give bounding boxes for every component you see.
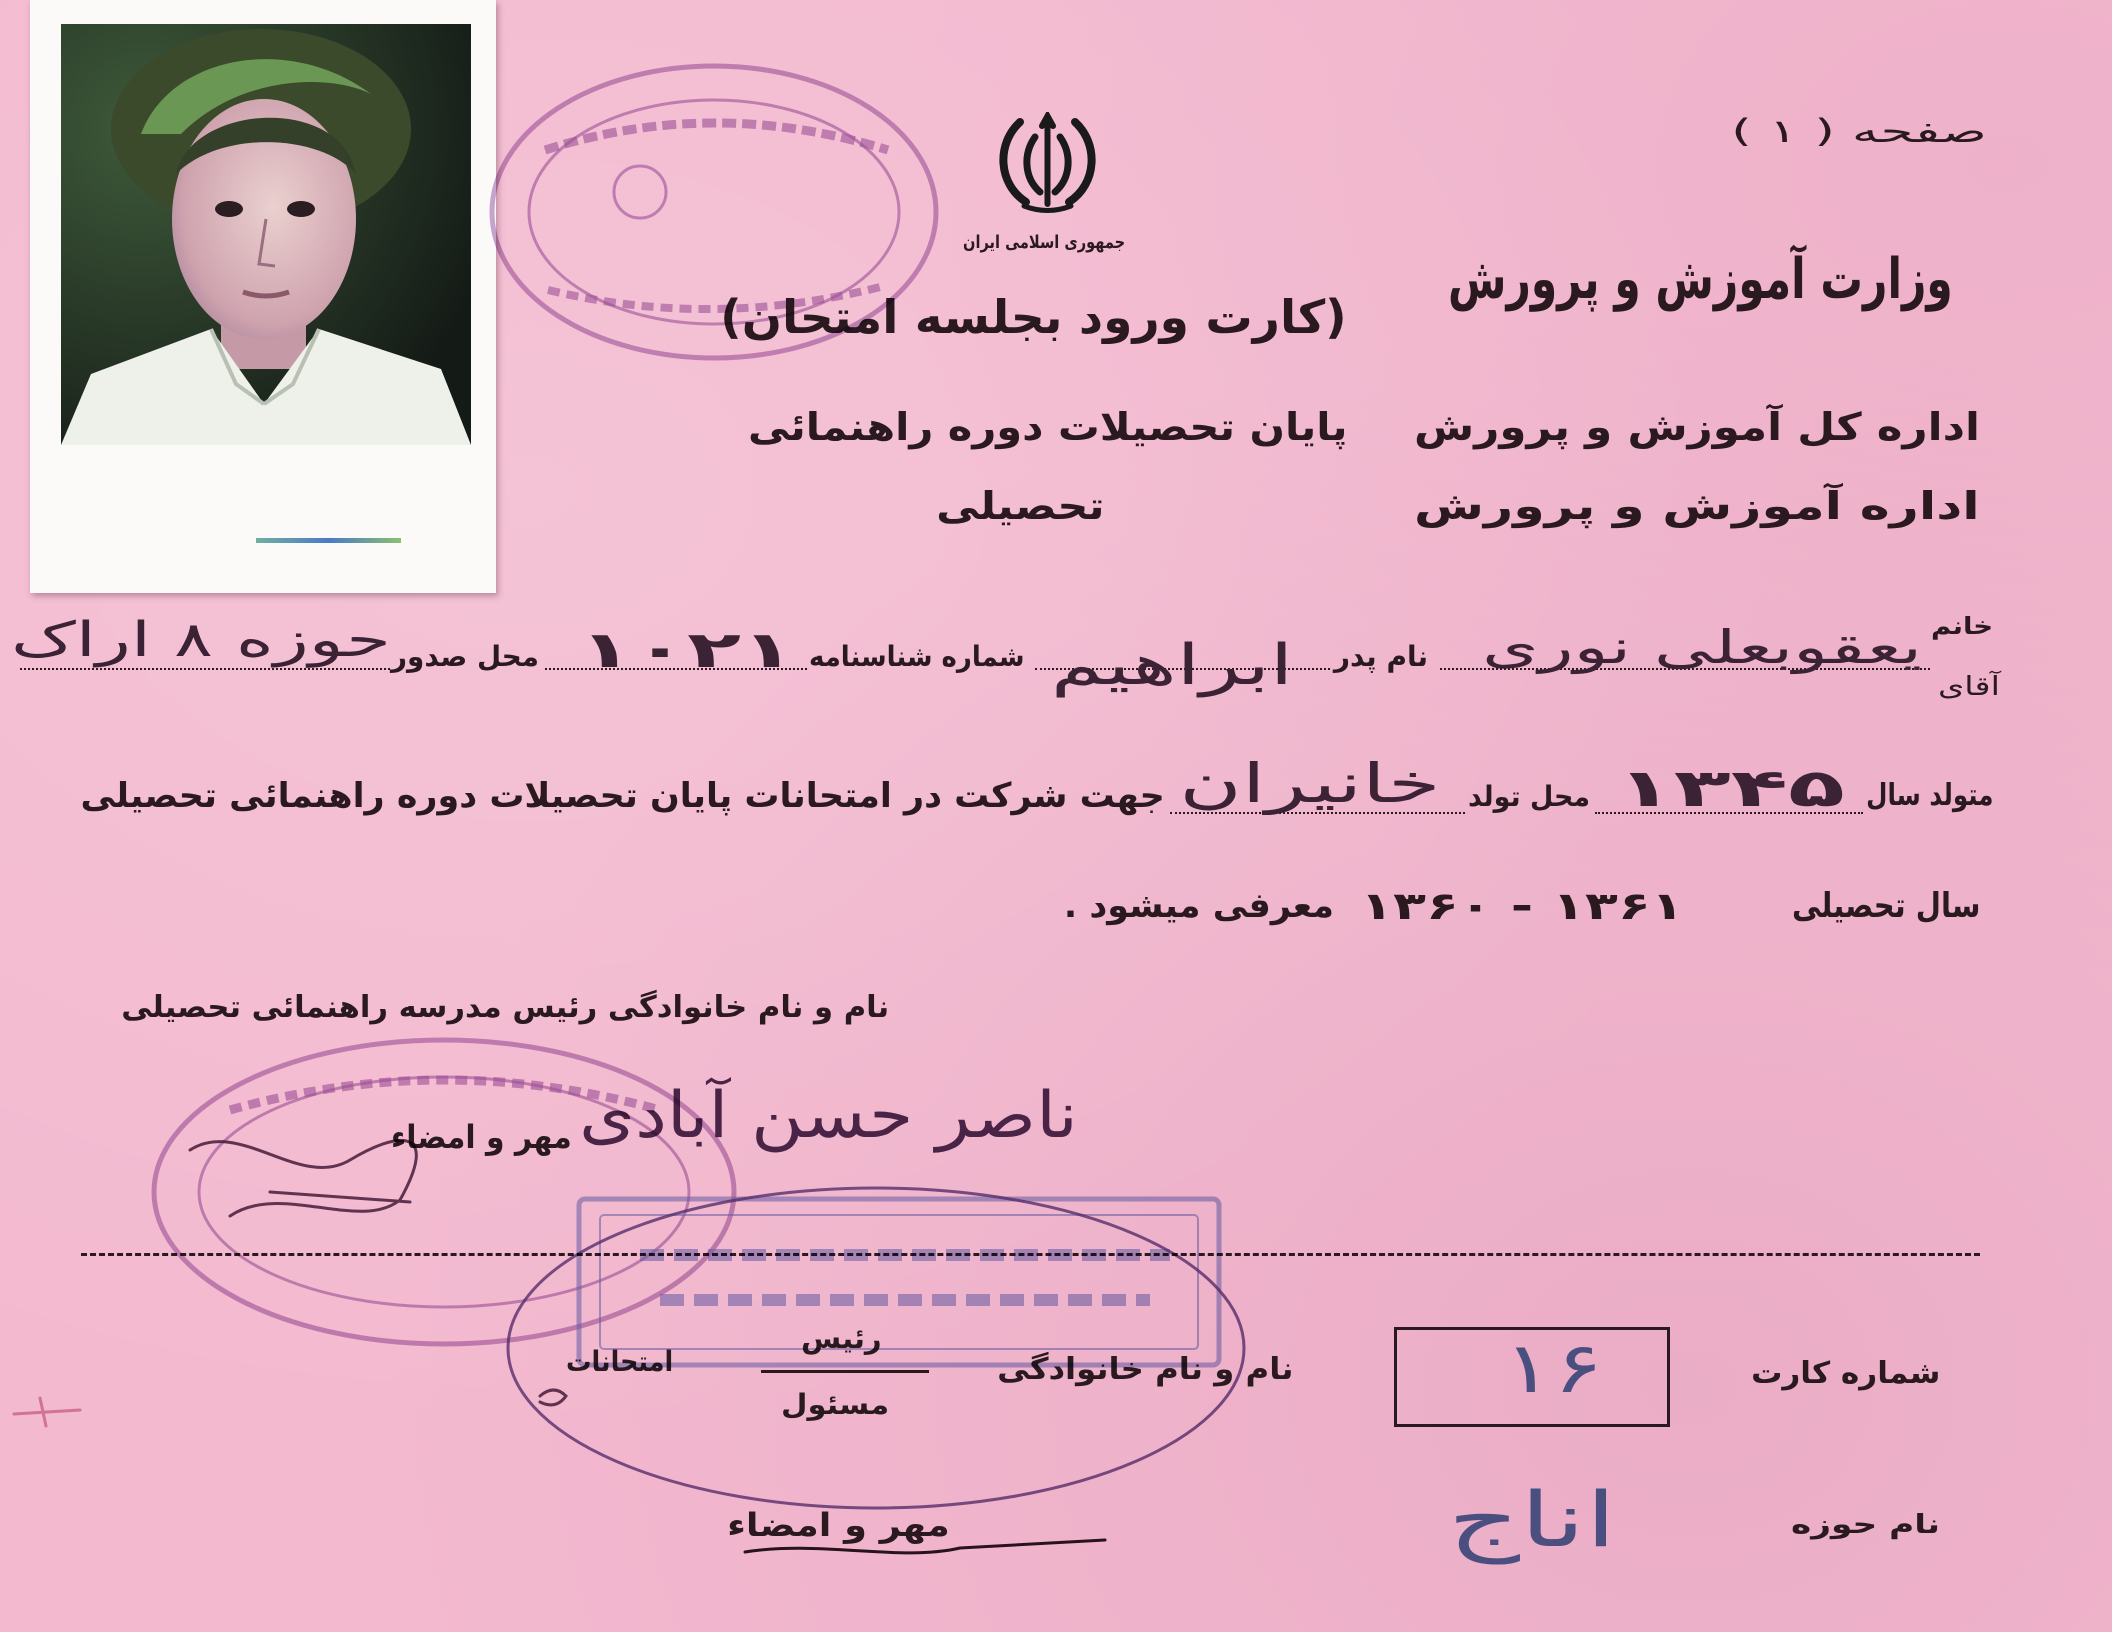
photo-stripe bbox=[256, 538, 401, 543]
iran-emblem-icon bbox=[990, 112, 1105, 217]
ink-mark bbox=[540, 1390, 566, 1405]
ministry-title: وزارت آموزش و پرورش bbox=[1448, 247, 1953, 312]
photo-eye-right bbox=[287, 201, 315, 217]
card-number: ۱۶ bbox=[1502, 1327, 1603, 1409]
principal-label: نام و نام خانوادگی رئیس مدرسه راهنمائی تحصیلی bbox=[121, 990, 889, 1025]
card-title: (کارت ورود بجلسه امتحان) bbox=[720, 290, 1347, 344]
student-photo bbox=[61, 24, 471, 445]
exams-label: امتحانات bbox=[565, 1345, 673, 1378]
id-number-label: شماره شناسنامه bbox=[808, 640, 1024, 673]
school-year-label: سال تحصیلی bbox=[1791, 886, 1980, 926]
emblem-caption: جمهوری اسلامی ایران bbox=[962, 232, 1125, 253]
birth-year-label: متولد سال bbox=[1865, 778, 1993, 813]
photo-eye-left bbox=[215, 201, 243, 217]
issue-place-label: محل صدور bbox=[391, 640, 539, 673]
emblem-sword bbox=[1042, 116, 1053, 204]
responsible-label: مسئول bbox=[780, 1388, 889, 1421]
head-responsible-divider bbox=[761, 1370, 929, 1373]
birth-place-label: محل تولد bbox=[1467, 780, 1590, 813]
student-name: یعقوبعلی نوری bbox=[1482, 620, 1922, 674]
office-label: اداره آموزش و پرورش bbox=[1414, 484, 1980, 528]
blue-stamp-lettering bbox=[640, 1255, 1170, 1300]
emblem-inner-right bbox=[1055, 137, 1068, 192]
birth-year: ۱۳۴۵ bbox=[1616, 759, 1845, 819]
exam-seal-label: مهر و امضاء bbox=[727, 1506, 950, 1544]
emblem-outer-left bbox=[1003, 122, 1026, 202]
id-number: ۱۰۲۱ bbox=[578, 621, 795, 679]
emblem-inner-left bbox=[1027, 137, 1040, 192]
title-female-label: خانم bbox=[1930, 612, 1993, 640]
purpose-text: جهت شرکت در امتحانات پایان تحصیلات دوره راهنمائی تحصیلی bbox=[80, 776, 1165, 816]
district-label: نام حوزه bbox=[1790, 1510, 1940, 1540]
blue-stamp-frame bbox=[579, 1199, 1219, 1365]
father-name: ابراهیم bbox=[1050, 633, 1293, 698]
birth-place: خانیران bbox=[1179, 752, 1441, 815]
exam-type: تحصیلی bbox=[936, 484, 1105, 528]
principal-signature-scribble bbox=[190, 1140, 416, 1216]
exam-head-name-label: نام و نام خانوادگی bbox=[996, 1352, 1293, 1387]
photo-card bbox=[30, 0, 496, 593]
school-year: ۱۳۶۱ - ۱۳۶۰ bbox=[1360, 884, 1684, 928]
page-number: صفحه ( ۱ ) bbox=[1731, 112, 1987, 150]
father-name-label: نام پدر bbox=[1333, 640, 1428, 673]
district-name: اناج bbox=[1447, 1475, 1616, 1564]
issue-place: حوزه ۸ اراک bbox=[11, 612, 391, 668]
title-male-label: آقای bbox=[1938, 672, 2000, 702]
principal-seal-label: مهر و امضاء bbox=[391, 1118, 572, 1156]
head-label: رئیس bbox=[801, 1322, 882, 1355]
card-number-label: شماره کارت bbox=[1750, 1356, 1940, 1391]
principal-signature-name: ناصر حسن آبادی bbox=[579, 1079, 1078, 1153]
blue-stamp-inner-frame bbox=[600, 1215, 1198, 1349]
introduced-text: معرفی میشود . bbox=[1063, 886, 1334, 926]
exam-name: پایان تحصیلات دوره راهنمائی bbox=[747, 405, 1347, 449]
top-seal-center bbox=[614, 166, 666, 218]
emblem-outer-right bbox=[1069, 122, 1092, 202]
margin-mark bbox=[14, 1398, 80, 1426]
general-office-label: اداره کل آموزش و پرورش bbox=[1414, 405, 1980, 449]
top-seal-lettering-top bbox=[545, 123, 888, 150]
cut-line bbox=[81, 1253, 1980, 1256]
exam-office-blue-stamp bbox=[579, 1199, 1219, 1365]
